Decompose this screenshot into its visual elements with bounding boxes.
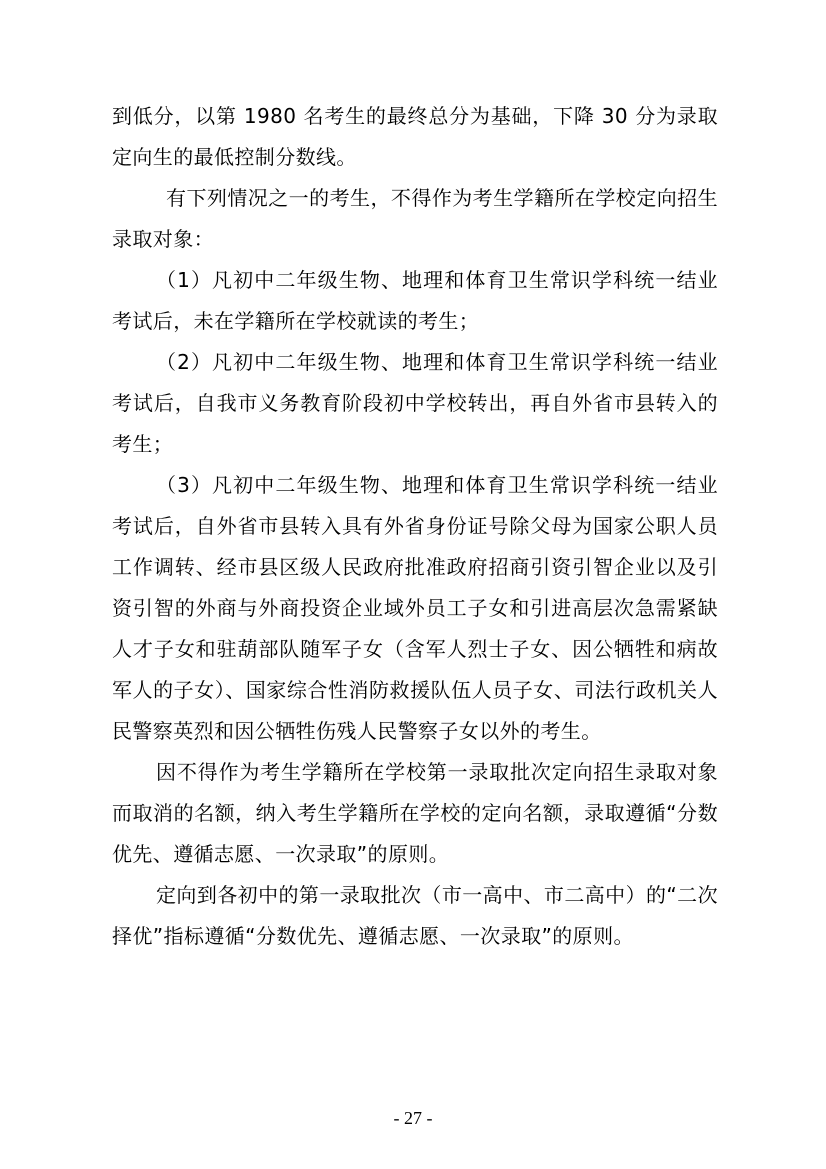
body-text [112, 96, 718, 957]
paragraph-exclusion-intro: 有下列情况之一的考生，不得作为考生学籍所在学校定向招生录取对象： [112, 186, 718, 251]
paragraph-condition-3: （3）凡初中二年级生物、地理和体育卫生常识学科统一结业考试后，自外省市县转入具有外省身份证号除父母为国家公职人员工作调转、经市县区级人民政府批准政府招商引资引智企业以及引资引智的外商与外商投资企业域外员工子女和引进高层次急需紧缺人才子女和驻葫部队随军子女（含军人烈士子女、因公牺牲和病故军人的子女）、国家综合性消防救援队伍人员子女、司法行政机关人民警察英烈和因公牺牲伤残人民警察子女以外的考生。 [112, 473, 718, 743]
paragraph-condition-2: （2）凡初中二年级生物、地理和体育卫生常识学科统一结业考试后，自我市义务教育阶段初中学校转出，再自外省市县转入的考生； [112, 350, 718, 456]
paragraph-cancelled-quota: 因不得作为考生学籍所在学校第一录取批次定向招生录取对象而取消的名额，纳入考生学籍所在学校的定向名额，录取遵循“分数优先、遵循志愿、一次录取”的原则。 [112, 760, 718, 866]
paragraph-score-line: 到低分，以第 1980 名考生的最终总分为基础，下降 30 分为录取定向生的最低控制分数线。 [112, 104, 718, 169]
paragraph-second-selection: 定向到各初中的第一录取批次（市一高中、市二高中）的“二次择优”指标遵循“分数优先、遵循志愿、一次录取”的原则。 [112, 883, 718, 948]
page-number: - 27 - [393, 1108, 433, 1128]
paragraph-condition-1: （1）凡初中二年级生物、地理和体育卫生常识学科统一结业考试后，未在学籍所在学校就读的考生； [112, 268, 718, 333]
